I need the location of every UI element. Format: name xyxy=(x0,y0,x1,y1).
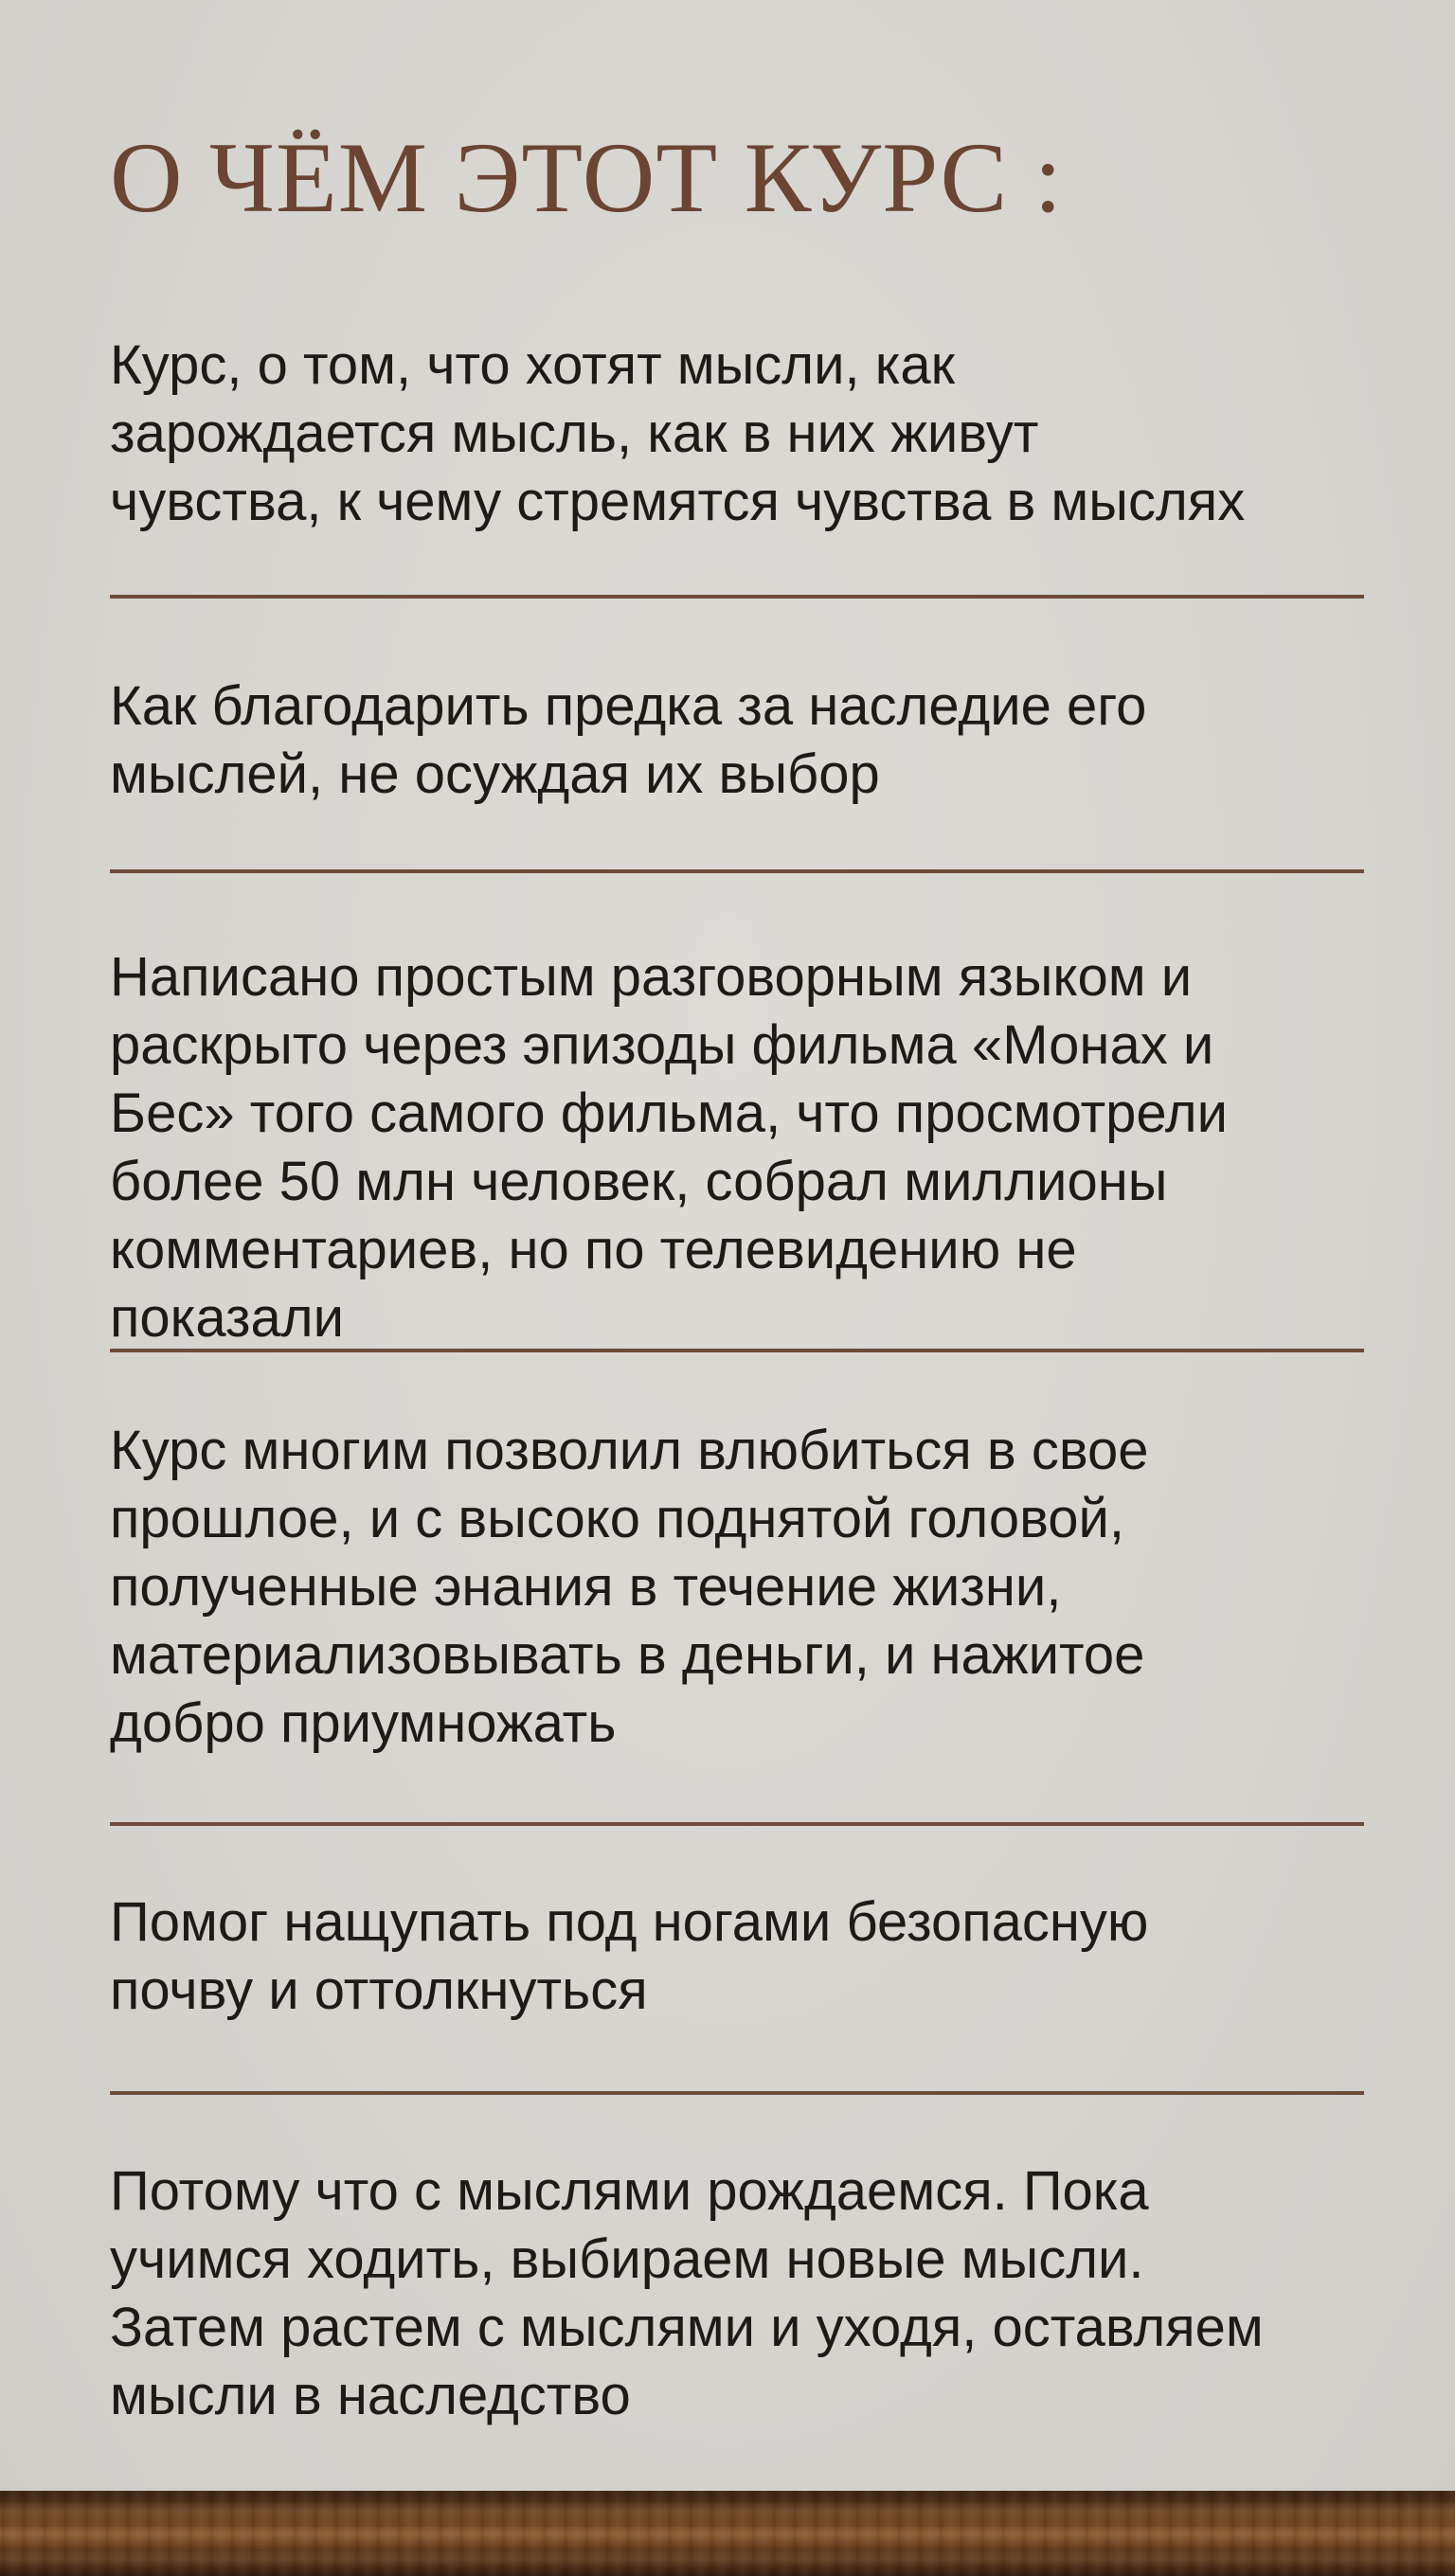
divider xyxy=(110,869,1364,873)
list-item-past: Курс многим позволил влюбиться в свое прошлое, и с высоко поднятой головой, полученные энания в течение жизни, материализовывать в деньги, и нажитое добро приумножать xyxy=(110,1420,1149,1754)
list-item-inheritance: Потому что с мыслями рождаемся. Пока учимся ходить, выбираем новые мысли. Затем растем с мыслями и уходя, оставляем мысли в наследство xyxy=(110,2160,1264,2426)
wood-texture-strip xyxy=(0,2491,1455,2576)
divider xyxy=(110,1822,1364,1826)
divider xyxy=(110,2091,1364,2095)
page-title: О ЧЁМ ЭТОТ КУРС : xyxy=(110,122,1064,233)
list-item-film: Написано простым разговорным языком и раскрыто через эпизоды фильма «Монах и Бес» того самого фильма, что просмотрели более 50 млн человек, собрал миллионы комментариев, но по телевидению не показали xyxy=(110,946,1228,1349)
list-item-ancestor: Как благодарить предка за наследие его мыслей, не осуждая их выбор xyxy=(110,675,1147,805)
list-item-thoughts: Курс, о том, что хотят мысли, как зарождается мысль, как в них живут чувства, к чему стремятся чувства в мыслях xyxy=(110,334,1246,532)
list-item-ground: Помог нащупать под ногами безопасную почву и оттолкнуться xyxy=(110,1891,1149,2021)
divider xyxy=(110,595,1364,599)
divider xyxy=(110,1349,1364,1352)
